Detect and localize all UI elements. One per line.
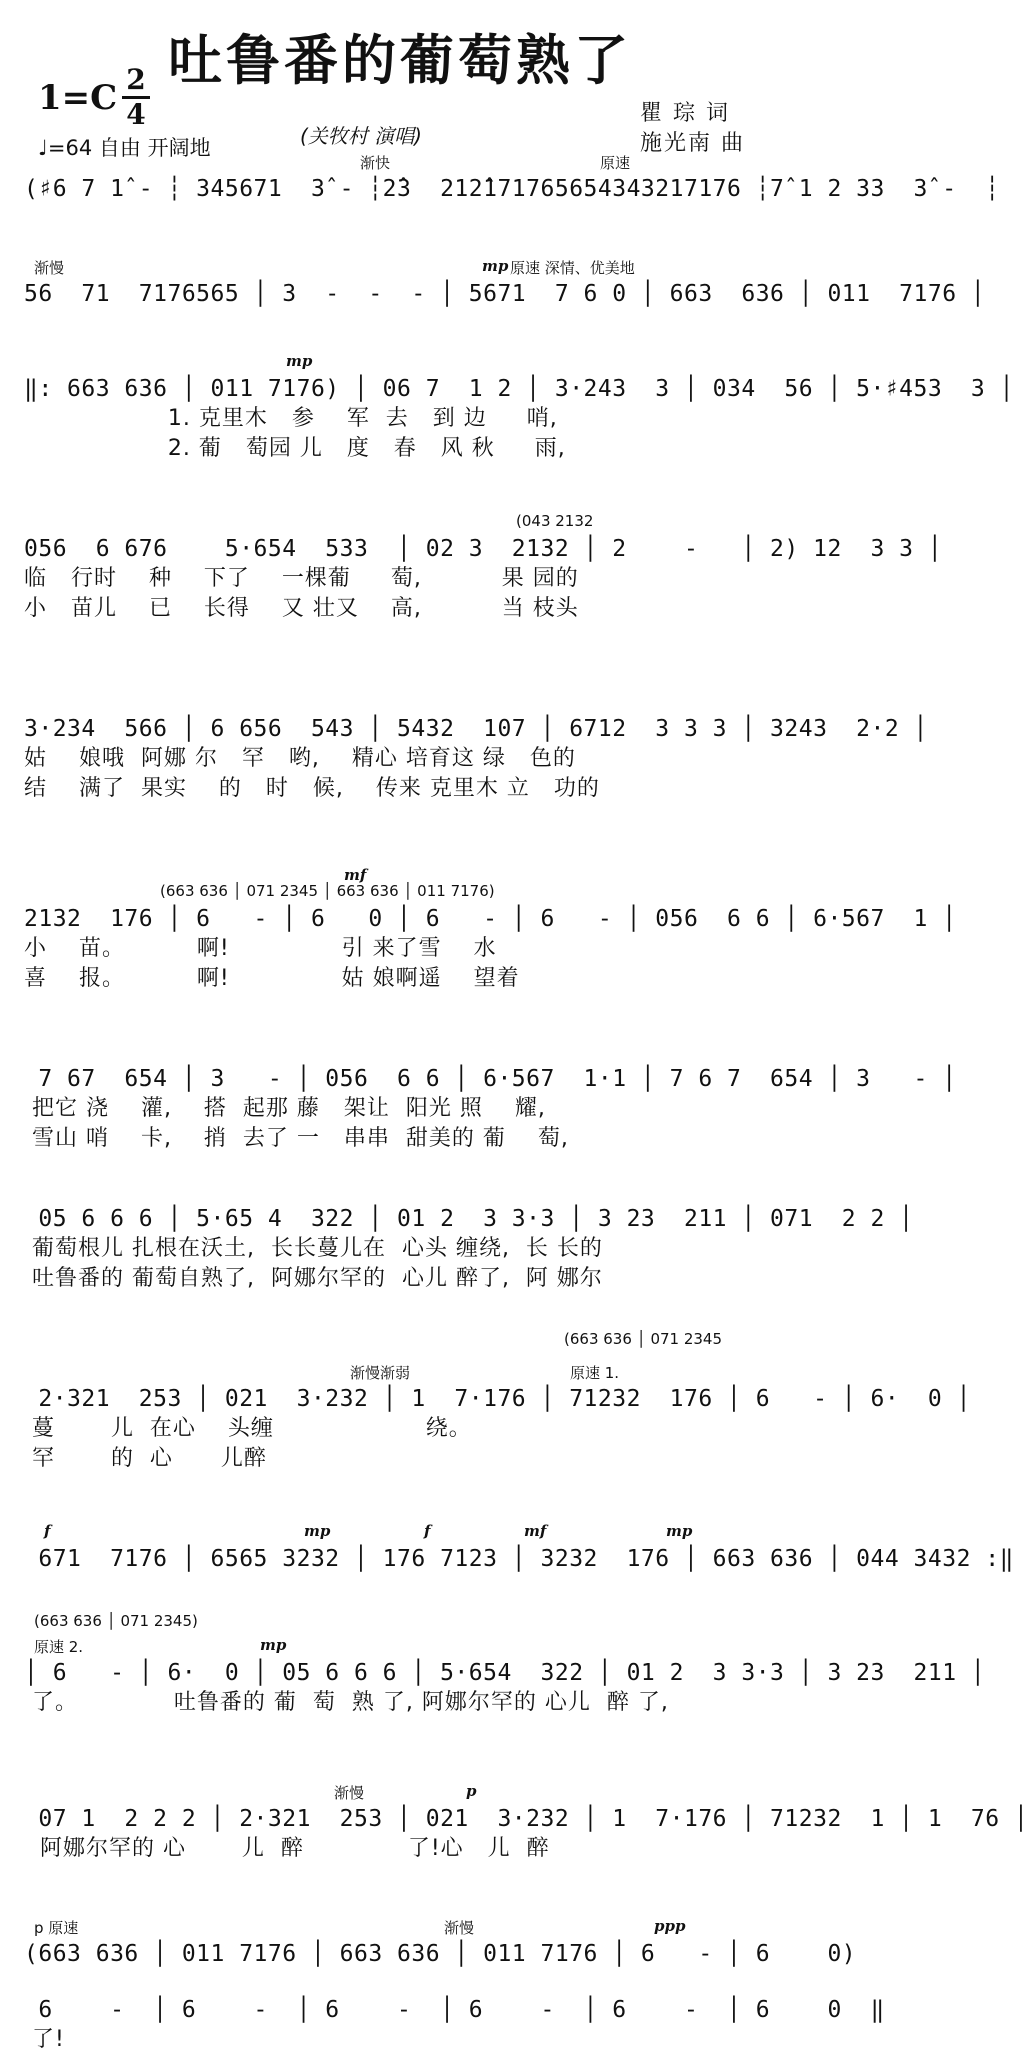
score-system	[24, 1915, 857, 1969]
meter-bottom: 4	[126, 98, 146, 131]
dynamic-mark: f	[424, 1522, 431, 1540]
notation-line: 2·321 253 │ 021 3·232 │ 1 7·176 │ 71232 176 │ 6 - │ 6· 0 │	[24, 1386, 971, 1412]
notation-line: 07 1 2 2 2 │ 2·321 253 │ 021 3·232 │ 1 7·176 │ 71232 1 │ 1 76 │	[24, 1806, 1028, 1832]
lyric-line: 葡萄根儿 扎根在沃土, 长长蔓儿在 心头 缠绕, 长 长的	[24, 1236, 603, 1261]
mark: 渐慢	[444, 1919, 475, 1937]
lyric-line: 小 苗。 啊! 引 来了雪 水	[24, 936, 497, 961]
system-marks	[24, 350, 784, 374]
system-marks	[24, 1610, 784, 1634]
dynamic-mark: ppp	[654, 1917, 686, 1935]
notation-line: (663 636 │ 011 7176 │ 663 636 │ 011 7176 │ 6 - │ 6 0)	[24, 1941, 857, 1967]
dynamic-mark: mp	[666, 1522, 693, 1540]
notation-line: 671 7176 │ 6565 3232 │ 176 7123 │ 3232 176 │ 663 636 │ 044 3432 :‖	[24, 1546, 1014, 1572]
notation-line: (♯6 7 1̂ - ┆ 345671 3̂ - ┆2̂3 212̂171765654343217176 ┆7̂ 1 2 33 3̂ - ┆	[24, 176, 1000, 202]
dynamic-mark: p	[466, 1782, 477, 1800]
score-system	[24, 1610, 986, 1718]
score-system	[24, 350, 1014, 464]
system-marks	[24, 1040, 784, 1064]
score-system	[24, 866, 957, 994]
lyric-line: 1. 克里木 参 军 去 到 边 哨,	[24, 406, 558, 431]
lyric-line: 喜 报。 啊! 姑 娘啊遥 望着	[24, 966, 520, 991]
dynamic-mark: mf	[524, 1522, 547, 1540]
lyric-line: 阿娜尔罕的 心 儿 醉 了!心 儿 醉	[24, 1836, 550, 1861]
lyric-line: 2. 葡 萄园 儿 度 春 风 秋 雨,	[24, 436, 566, 461]
notation-line: 2132 176 │ 6 - │ 6 0 │ 6 - │ 6 - │ 056 6 6 │ 6·567 1 │	[24, 906, 957, 932]
mark: 渐快	[360, 154, 391, 172]
lyric-line: 蔓 儿 在心 头缠 绕。	[24, 1416, 472, 1441]
dynamic-mark: mp	[286, 352, 313, 370]
lyric-line: 了!	[24, 2027, 65, 2052]
notation-line: │ 6 - │ 6· 0 │ 05 6 6 6 │ 5·654 322 │ 01 2 3 3·3 │ 3 23 211 │	[24, 1660, 986, 1686]
notation-line: 7 67 654 │ 3 - │ 056 6 6 │ 6·567 1·1 │ 7 6 7 654 │ 3 - │	[24, 1066, 957, 1092]
score-system	[24, 255, 986, 309]
performer-note: (关牧村 演唱)	[300, 124, 422, 148]
notation-line: 056 6 676 5·654 533 │ 02 3 2132 │ 2 - │ 2) 12 3 3 │	[24, 536, 943, 562]
lyric-line: 雪山 哨 卡, 捎 去了 一 串串 甜美的 葡 萄,	[24, 1126, 569, 1151]
dynamic-mark: mf	[344, 866, 367, 884]
notation-line: 3·234 566 │ 6 656 543 │ 5432 107 │ 6712 3 3 3 │ 3243 2·2 │	[24, 716, 928, 742]
mark: (663 636 │ 071 2345	[564, 1330, 723, 1348]
system-marks	[24, 1634, 784, 1658]
dynamic-mark: f	[44, 1522, 51, 1540]
lyric-line: 吐鲁番的 葡萄自熟了, 阿娜尔罕的 心儿 醉了, 阿 娜尔	[24, 1266, 603, 1291]
score-system	[24, 1180, 914, 1294]
composer-credit: 施光南 曲	[640, 131, 745, 156]
lyric-line: 把它 浇 灌, 搭 起那 藤 架让 阳光 照 耀,	[24, 1096, 546, 1121]
notation-line: 56 71 7176565 │ 3 - - - │ 5671 7 6 0 │ 663 636 │ 011 7176 │	[24, 281, 986, 307]
system-marks	[24, 866, 784, 904]
dynamic-mark: mp	[260, 1636, 287, 1654]
score-system	[24, 1780, 1028, 1864]
system-marks	[24, 255, 784, 279]
system-marks	[24, 1180, 784, 1204]
score-system	[24, 150, 1000, 204]
mark: 原速	[600, 154, 631, 172]
system-marks	[24, 1330, 784, 1384]
song-title: 吐鲁番的葡萄熟了	[168, 28, 632, 92]
score-system	[24, 1995, 885, 2055]
notation-line: 05 6 6 6 │ 5·65 4 322 │ 01 2 3 3·3 │ 3 23 211 │ 071 2 2 │	[24, 1206, 914, 1232]
score-system	[24, 1520, 1014, 1574]
lyric-line: 了。 吐鲁番的 葡 萄 熟 了, 阿娜尔罕的 心儿 醉 了,	[24, 1690, 669, 1715]
score-system	[24, 1330, 971, 1474]
dynamic-mark: mp	[304, 1522, 331, 1540]
system-marks	[24, 1780, 784, 1804]
mark: 原速 1.	[570, 1364, 620, 1382]
lyric-line: 姑 娘哦 阿娜 尔 罕 哟, 精心 培育这 绿 色的	[24, 746, 576, 771]
lyric-line: 罕 的 心 儿醉	[24, 1446, 267, 1471]
mark: 原速 深情、优美地	[510, 259, 635, 277]
system-marks	[24, 150, 784, 174]
lyric-line: 结 满了 果实 的 时 候, 传来 克里木 立 功的	[24, 776, 600, 801]
mark: 渐慢	[334, 1784, 365, 1802]
mark: (663 636 │ 071 2345)	[34, 1612, 198, 1630]
mark: 原速 2.	[34, 1638, 84, 1656]
lyric-line: 临 行时 种 下了 一棵葡 萄, 果 园的	[24, 566, 579, 591]
key-signature: 1=C	[38, 78, 118, 118]
system-marks	[24, 510, 784, 534]
notation-line: 6 - │ 6 - │ 6 - │ 6 - │ 6 - │ 6 0 ‖	[24, 1997, 885, 2023]
notation-line: ‖: 663 636 │ 011 7176) │ 06 7 1 2 │ 3·243 3 │ 034 56 │ 5·♯453 3 │	[24, 376, 1014, 402]
score-system	[24, 690, 928, 804]
score-system	[24, 1040, 957, 1154]
lyricist-credit: 瞿 琮 词	[640, 101, 730, 126]
mark: (663 636 │ 071 2345 │ 663 636 │ 011 7176)	[160, 882, 495, 900]
score-system	[24, 510, 943, 624]
lyric-line: 小 苗儿 已 长得 又 壮又 高, 当 枝头	[24, 596, 579, 621]
system-marks	[24, 1520, 784, 1544]
system-marks	[24, 1915, 784, 1939]
mark: 渐慢渐弱	[350, 1364, 411, 1382]
mark: 渐慢	[34, 259, 65, 277]
dynamic-mark: mp	[482, 257, 509, 275]
system-marks	[24, 690, 784, 714]
meter-top: 2	[126, 63, 146, 96]
mark: (043 2132	[516, 512, 594, 530]
tempo-marking: ♩=64 自由 开阔地	[38, 136, 211, 160]
mark: p 原速	[34, 1919, 79, 1937]
